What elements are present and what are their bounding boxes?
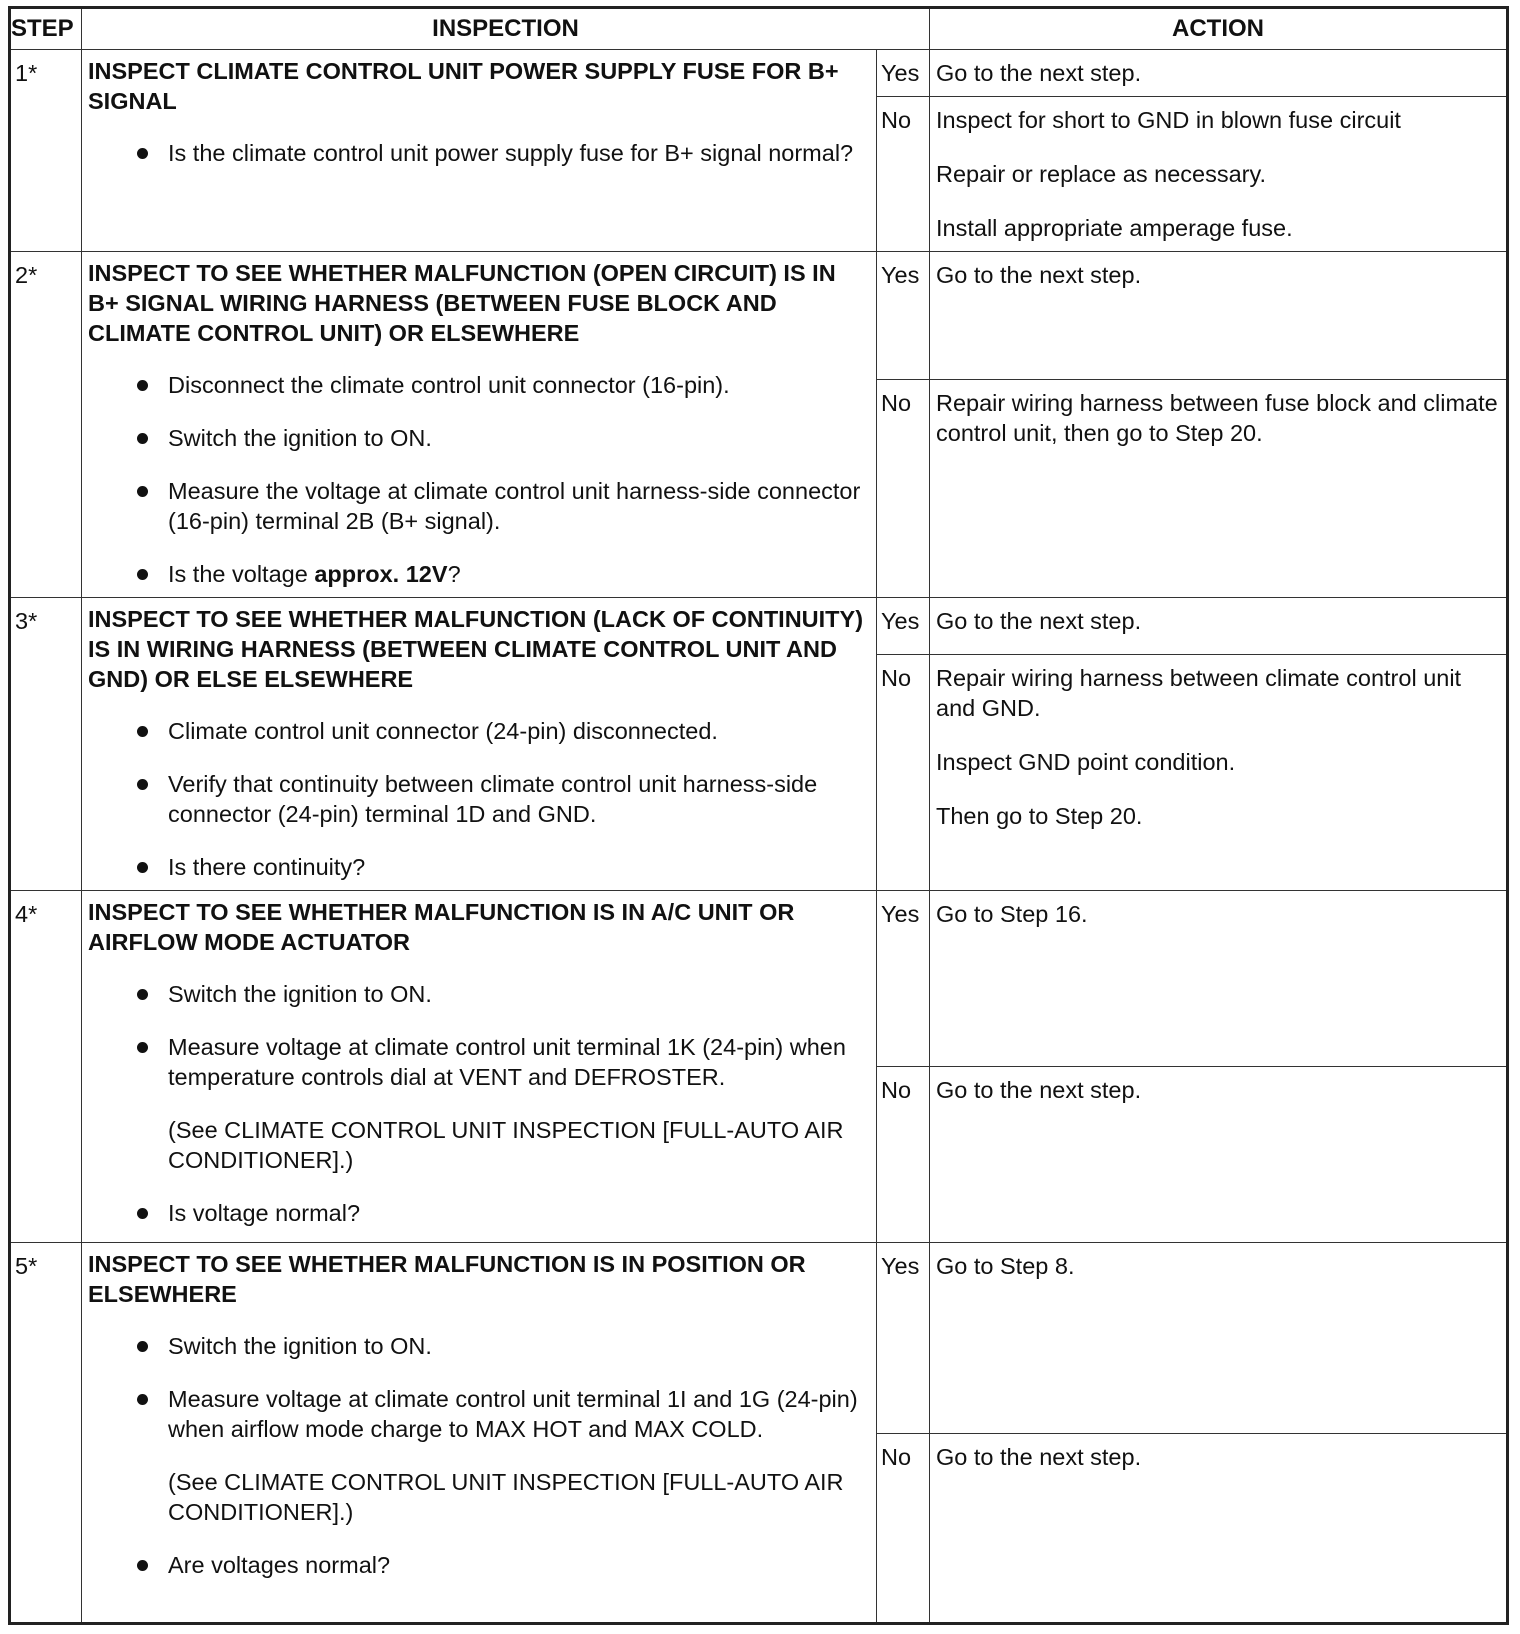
inspection-cell [82, 1243, 877, 1624]
yes-label: Yes [877, 252, 930, 380]
no-label: No [877, 1067, 930, 1243]
inspection-item: Climate control unit connector (24-pin) disconnected. [88, 716, 866, 746]
inspection-list [88, 1331, 866, 1580]
yes-label: Yes [877, 50, 930, 97]
step-row [10, 891, 1508, 1067]
inspection-item: Switch the ignition to ON. [88, 423, 866, 453]
yes-action [930, 252, 1508, 380]
inspection-title: INSPECT TO SEE WHETHER MALFUNCTION IS IN A/C UNIT OR AIRFLOW MODE ACTUATOR [88, 899, 795, 955]
inspection-list [88, 716, 866, 882]
step-row [10, 50, 1508, 97]
step-row [10, 598, 1508, 655]
no-action [930, 654, 1508, 890]
action-line: Repair or replace as necessary. [936, 161, 1267, 187]
inspection-item: Disconnect the climate control unit connector (16-pin). [88, 370, 866, 400]
inspection-item: Is voltage normal? [88, 1198, 866, 1228]
no-action [930, 1067, 1508, 1243]
yes-action [930, 1243, 1508, 1434]
inspection-cell [82, 891, 877, 1243]
action-line: Go to the next step. [936, 60, 1142, 86]
inspection-cell [82, 252, 877, 598]
step-number: 5* [10, 1243, 82, 1624]
header-step: STEP [10, 8, 82, 50]
step-number: 3* [10, 598, 82, 891]
no-action [930, 379, 1508, 597]
inspection-title: INSPECT CLIMATE CONTROL UNIT POWER SUPPLY FUSE FOR B+ SIGNAL [88, 58, 839, 114]
yes-action [930, 50, 1508, 97]
header-row [10, 8, 1508, 50]
no-label: No [877, 379, 930, 597]
inspection-item: Measure the voltage at climate control unit harness-side connector (16-pin) terminal 2B (B+ signal). [88, 476, 866, 536]
yes-label: Yes [877, 1243, 930, 1434]
no-action [930, 97, 1508, 252]
action-line: Inspect for short to GND in blown fuse circuit [936, 107, 1401, 133]
header-action: ACTION [930, 8, 1508, 50]
yes-label: Yes [877, 598, 930, 655]
yes-label: Yes [877, 891, 930, 1067]
no-label: No [877, 97, 930, 252]
item-text: ? [447, 561, 461, 587]
action-line: Install appropriate amperage fuse. [936, 215, 1293, 241]
action-line: Go to Step 8. [936, 1253, 1075, 1279]
inspection-item [88, 559, 866, 589]
action-line: Inspect GND point condition. [936, 748, 1236, 775]
action-line: Then go to Step 20. [936, 802, 1143, 829]
inspection-item: Measure voltage at climate control unit terminal 1K (24-pin) when temperature controls dial at VENT and DEFROSTER. [88, 1032, 866, 1092]
inspection-title: INSPECT TO SEE WHETHER MALFUNCTION (OPEN CIRCUIT) IS IN B+ SIGNAL WIRING HARNESS (BETWEEN FUSE BLOCK AND CLIMATE CONTROL UNIT) OR ELSEWHERE [88, 260, 836, 346]
action-line: Repair wiring harness between climate control unit and GND. [936, 664, 1462, 721]
step-number: 4* [10, 891, 82, 1243]
inspection-item: Is there continuity? [88, 852, 866, 882]
yes-action [930, 598, 1508, 655]
inspection-item: Verify that continuity between climate control unit harness-side connector (24-pin) terminal 1D and GND. [88, 769, 866, 829]
inspection-item: Are voltages normal? [88, 1550, 866, 1580]
inspection-item: Measure voltage at climate control unit terminal 1I and 1G (24-pin) when airflow mode charge to MAX HOT and MAX COLD. [88, 1384, 866, 1444]
inspection-item: Switch the ignition to ON. [88, 1331, 866, 1361]
inspection-item: Switch the ignition to ON. [88, 979, 866, 1009]
item-text: Is the voltage [168, 561, 315, 587]
step-number: 2* [10, 252, 82, 598]
inspection-list [88, 370, 866, 589]
action-line: Go to the next step. [936, 1444, 1142, 1470]
step-row [10, 252, 1508, 380]
item-emphasis: approx. 12V [314, 561, 448, 587]
no-label: No [877, 1434, 930, 1624]
action-line: Go to the next step. [936, 1077, 1142, 1103]
header-inspection: INSPECTION [82, 8, 930, 50]
inspection-item: Is the climate control unit power supply fuse for B+ signal normal? [88, 138, 866, 168]
action-line: Go to the next step. [936, 262, 1142, 288]
action-line: Go to the next step. [936, 608, 1142, 634]
no-label: No [877, 654, 930, 890]
inspection-cell [82, 598, 877, 891]
inspection-cell [82, 50, 877, 252]
step-number: 1* [10, 50, 82, 252]
action-line: Repair wiring harness between fuse block and climate control unit, then go to Step 20. [936, 389, 1498, 446]
yes-action [930, 891, 1508, 1067]
inspection-list [88, 979, 866, 1228]
inspection-title: INSPECT TO SEE WHETHER MALFUNCTION IS IN POSITION OR ELSEWHERE [88, 1251, 806, 1307]
action-line: Go to Step 16. [936, 901, 1088, 927]
inspection-title: INSPECT TO SEE WHETHER MALFUNCTION (LACK OF CONTINUITY) IS IN WIRING HARNESS (BETWEEN CLIMATE CONTROL UNIT AND GND) OR ELSE ELSEWHERE [88, 606, 864, 692]
diagnostic-table [8, 6, 1509, 1625]
inspection-note: (See CLIMATE CONTROL UNIT INSPECTION [FULL-AUTO AIR CONDITIONER].) [168, 1117, 844, 1173]
inspection-list [88, 138, 866, 168]
no-action [930, 1434, 1508, 1624]
inspection-note: (See CLIMATE CONTROL UNIT INSPECTION [FULL-AUTO AIR CONDITIONER].) [168, 1469, 844, 1525]
step-row [10, 1243, 1508, 1434]
